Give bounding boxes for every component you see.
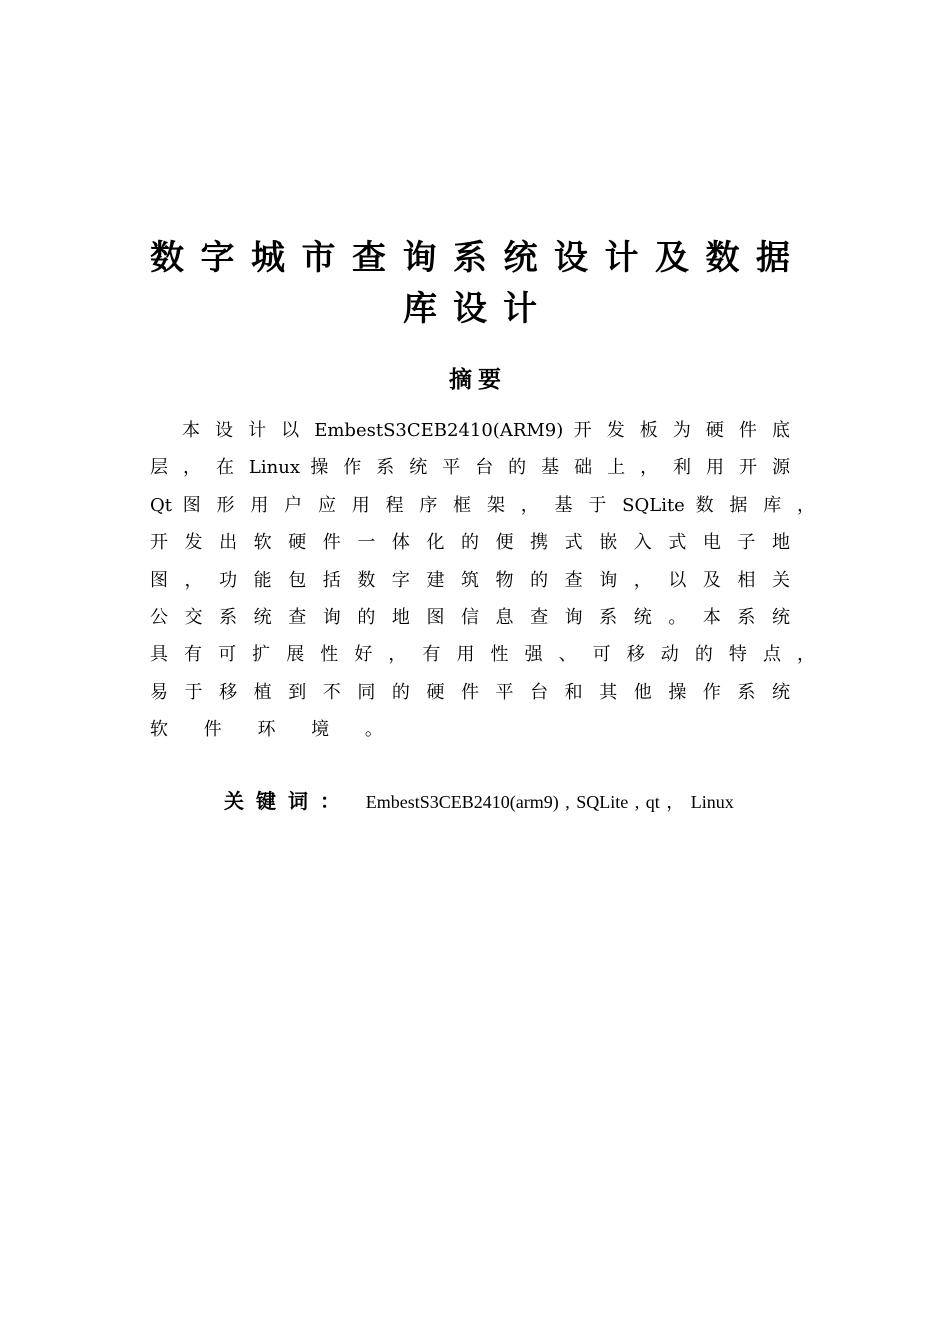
document-title-line-1: 数字城市查询系统设计及数据 (150, 238, 790, 278)
abstract-line: 软 件 环 境 。 (150, 719, 398, 741)
abstract-body (150, 416, 815, 753)
abstract-heading: 摘要 (449, 367, 507, 393)
abstract-line: 图 ， 功 能 包 括 数 字 建 筑 物 的 查 询 ， 以 及 相 关 (150, 569, 790, 591)
keywords-label: 关键词： (224, 789, 352, 813)
abstract-line: 具 有 可 扩 展 性 好 ， 有 用 性 强 、 可 移 动 的 特 点 ， (150, 644, 815, 666)
abstract-line: 本 设 计 以 EmbestS3CEB2410(ARM9) 开 发 板 为 硬 件 底 (182, 420, 790, 441)
abstract-line: 开 发 出 软 硬 件 一 体 化 的 便 携 式 嵌 入 式 电 子 地 (150, 532, 790, 554)
abstract-line: 公 交 系 统 查 询 的 地 图 信 息 查 询 系 统 。 本 系 统 (150, 606, 790, 628)
keywords-row (224, 786, 734, 818)
keywords-values: EmbestS3CEB2410(arm9) , SQLite , qt ， Linux (365, 792, 734, 812)
abstract-line: Qt 图 形 用 户 应 用 程 序 框 架 ， 基 于 SQLite 数 据 库 ， (150, 494, 815, 516)
document-title-line-2: 库设计 (403, 289, 553, 329)
abstract-line: 层 ， 在 Linux 操 作 系 统 平 台 的 基 础 上 ， 利 用 开 源 (150, 457, 790, 479)
abstract-line: 易 于 移 植 到 不 同 的 硬 件 平 台 和 其 他 操 作 系 统 (150, 681, 790, 703)
